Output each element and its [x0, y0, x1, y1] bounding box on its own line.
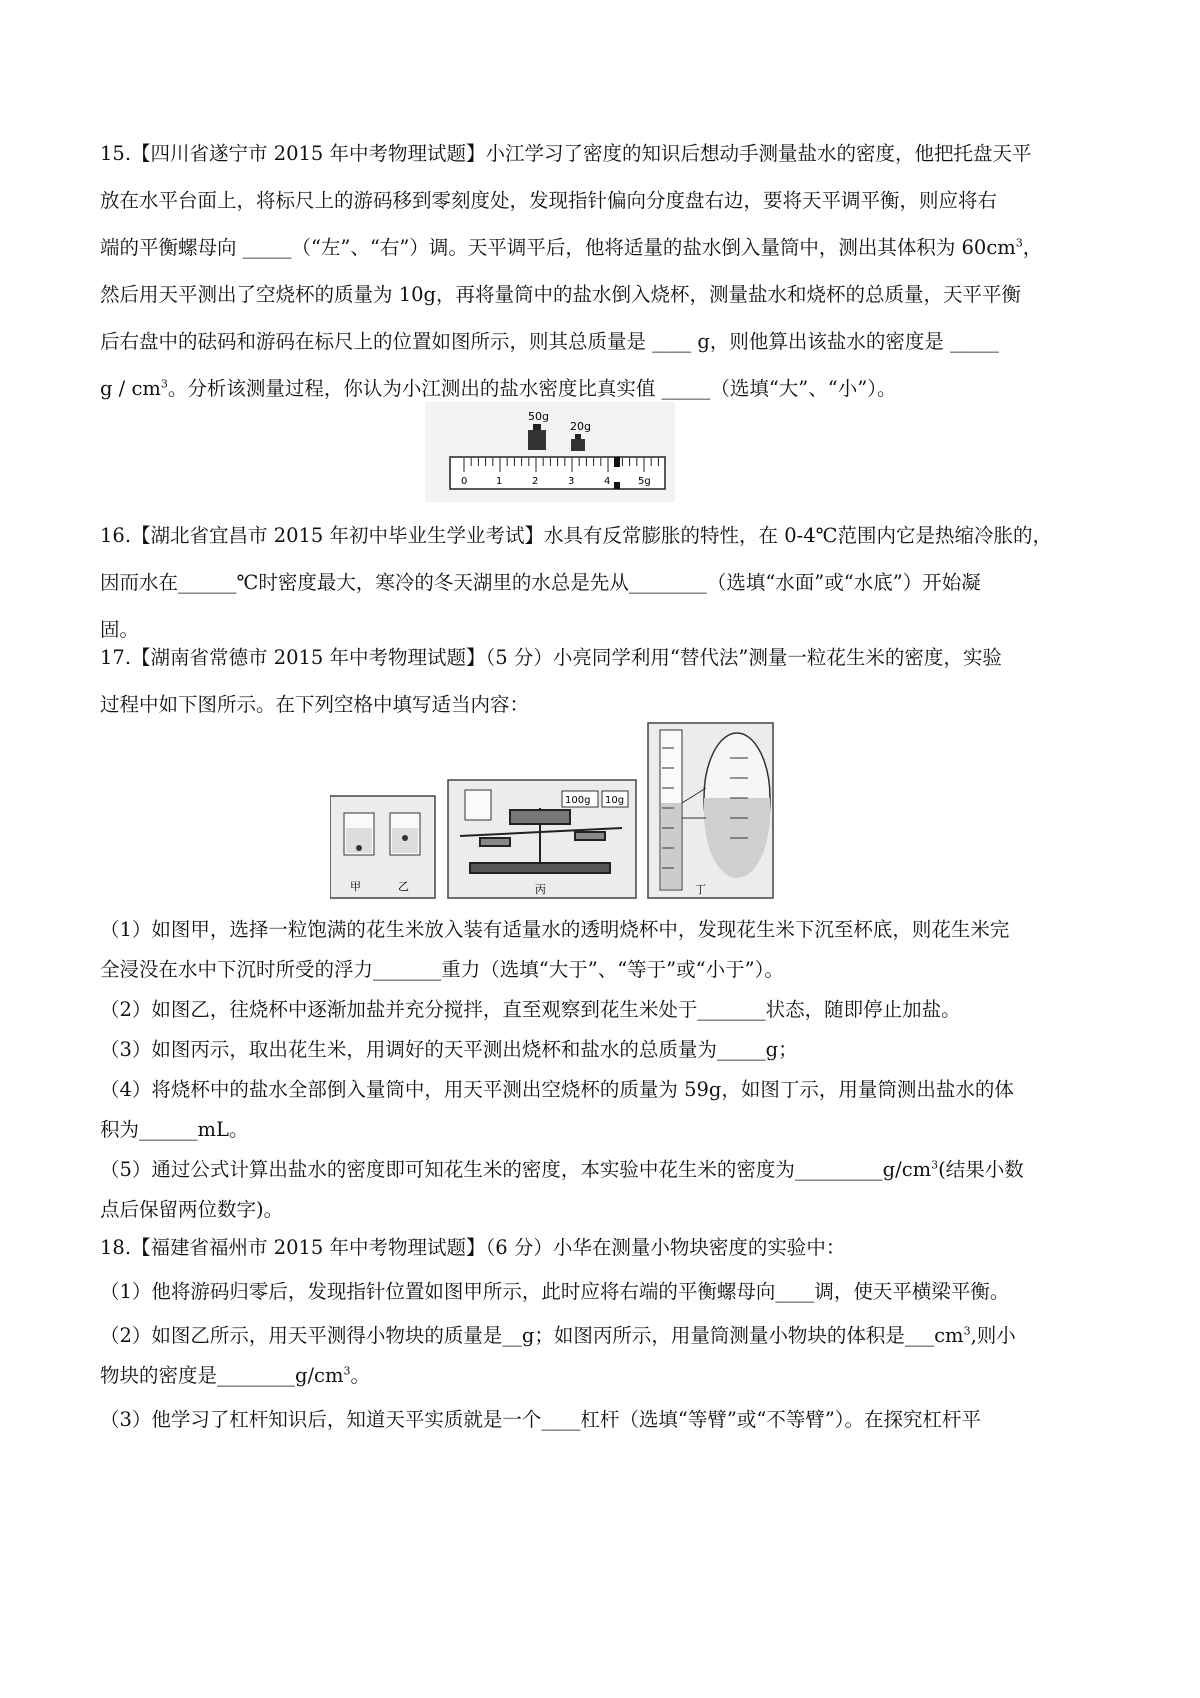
q16-line-3: 固。: [100, 618, 140, 641]
q15-line-2: 放在水平台面上，将标尺上的游码移到零刻度处，发现指针偏向分度盘右边，要将天平调平衡，则应将右: [100, 189, 998, 212]
q17-item-4-line-2: 积为______mL。: [100, 1118, 249, 1141]
q15-line-3: 端的平衡螺母向 _____（“左”、“右”）调。天平调平后，他将适量的盐水倒入量筒中，测出其体积为 $60cm^3$，: [100, 236, 1043, 259]
panel-label-bing: 丙: [535, 883, 546, 896]
q17-experiment-figure: [330, 718, 780, 903]
q18-line-1: 18.【福建省福州市 2015 年中考物理试题】（6 分）小华在测量小物块密度的实验中：: [100, 1236, 846, 1259]
rider-icon: [614, 457, 620, 467]
question-17: [100, 634, 1100, 728]
q15-line-6: g / $cm^3$。分析该测量过程，你认为小江测出的盐水密度比真实值 _____（选填“大”、“小”）。: [100, 377, 897, 400]
q17-item-2: （2）如图乙，往烧杯中逐渐加盐并充分搅拌，直至观察到花生米处于_______状态，随即停止加盐。: [100, 998, 961, 1021]
q15-weight-label-50g: 50g: [528, 410, 549, 423]
graduated-cylinder-icon: [660, 730, 682, 890]
scale-tick-label-2: 2: [532, 476, 539, 487]
panel-label-ding: 丁: [695, 883, 706, 896]
q18-item-2-line-2: 物块的密度是$\_\_\_\_\_\_\_\_g/cm^3$。: [100, 1364, 370, 1387]
q17-item-1-line-1: （1）如图甲，选择一粒饱满的花生米放入装有适量水的透明烧杯中，发现花生米下沉至杯底，则花生米完: [100, 918, 1010, 941]
q18-item-2-line-1: （2）如图乙所示，用天平测得小物块的质量是__g；如图丙所示，用量筒测量小物块的体积是$\_\_\_cm^3$,则小: [100, 1324, 1016, 1347]
q15-line-5: 后右盘中的砝码和游码在标尺上的位置如图所示，则其总质量是 ____ g，则他算出该盐水的密度是 _____: [100, 330, 999, 353]
question-18: [100, 1228, 1100, 1440]
beaker-bing-icon: [465, 790, 491, 820]
scale-tick-label-1: 1: [496, 476, 503, 487]
q15-line-1: 15.【四川省遂宁市 2015 年中考物理试题】小江学习了密度的知识后想动手测量盐水的密度，他把托盘天平: [100, 142, 1032, 165]
q15-balance-scale-figure: [425, 402, 675, 502]
q17-line-1: 17.【湖南省常德市 2015 年中考物理试题】（5 分）小亮同学利用“替代法”测量一粒花生米的密度，实验: [100, 646, 1002, 669]
q17-item-1-line-2: 全浸没在水中下沉时所受的浮力_______重力（选填“大于”、“等于”或“小于”）。: [100, 958, 784, 981]
q17-item-4-line-1: （4）将烧杯中的盐水全部倒入量筒中，用天平测出空烧杯的质量为 59g，如图丁示，用量筒测出盐水的体: [100, 1078, 1014, 1101]
q17-item-5-line-1: （5）通过公式计算出盐水的密度即可知花生米的密度，本实验中花生米的密度为$\_\_\_\_\_\_\_\_\_g/cm^3$(结果小数: [100, 1158, 1024, 1181]
q16-line-2: 因而水在______℃时密度最大，寒冷的冬天湖里的水总是先从________（选填“水面”或“水底”）开始凝: [100, 571, 981, 594]
q17-items: [100, 910, 1100, 1230]
q16-line-1: 16.【湖北省宜昌市 2015 年初中毕业生学业考试】水具有反常膨胀的特性，在 0-4℃范围内它是热缩冷胀的，: [100, 524, 1052, 547]
q17-item-5-line-2: 点后保留两位数字)。: [100, 1198, 284, 1221]
q17-line-2: 过程中如下图所示。在下列空格中填写适当内容：: [100, 693, 530, 716]
panel-label-jia: 甲: [350, 880, 361, 893]
weight-label-100g: 100g: [565, 795, 591, 806]
scale-tick-label-5g: 5g: [638, 476, 651, 487]
q15-weight-label-20g: 20g: [570, 420, 591, 433]
question-15: [100, 130, 1100, 412]
panel-label-yi: 乙: [398, 880, 409, 893]
scale-tick-label-0: 0: [461, 476, 468, 487]
weight-label-10g: 10g: [605, 795, 625, 806]
q17-item-3: （3）如图丙示，取出花生米，用调好的天平测出烧杯和盐水的总质量为_____g；: [100, 1038, 798, 1061]
question-16: [100, 512, 1100, 653]
scale-tick-label-3: 3: [568, 476, 575, 487]
q18-item-1: （1）他将游码归零后，发现指针位置如图甲所示，此时应将右端的平衡螺母向____调，使天平横梁平衡。: [100, 1280, 1010, 1303]
scale-tick-label-4: 4: [604, 476, 611, 487]
q15-line-4: 然后用天平测出了空烧杯的质量为 10g，再将量筒中的盐水倒入烧杯，测量盐水和烧杯的总质量，天平平衡: [100, 283, 1021, 306]
q18-item-3: （3）他学习了杠杆知识后，知道天平实质就是一个____杠杆（选填“等臂”或“不等臂”）。在探究杠杆平: [100, 1408, 982, 1431]
